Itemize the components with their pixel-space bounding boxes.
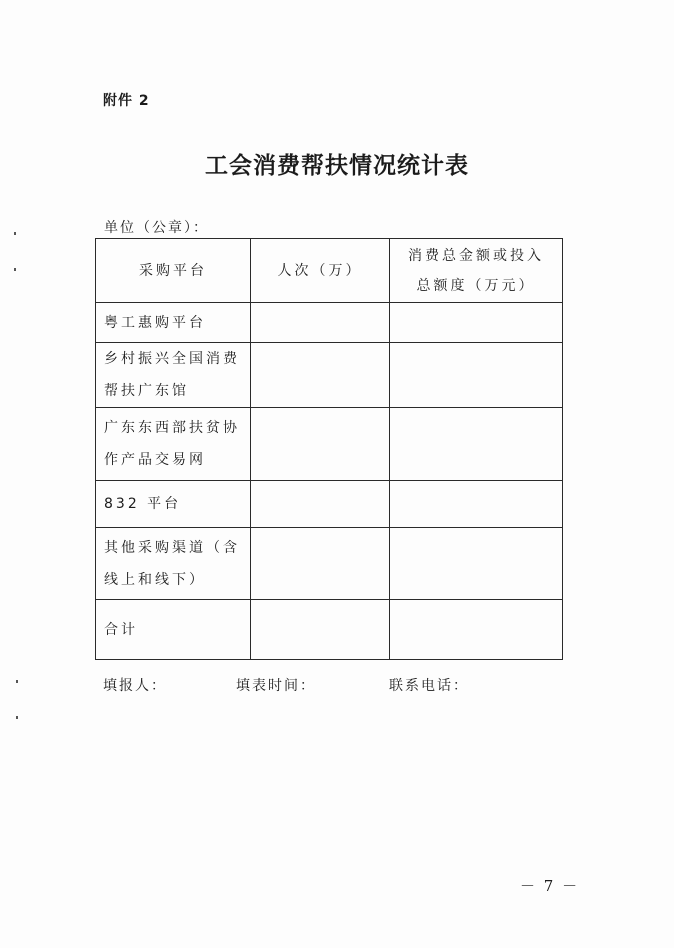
scan-speck xyxy=(14,232,16,235)
statistics-table xyxy=(95,238,563,660)
row-amount xyxy=(390,481,563,528)
page-number: － 7 － xyxy=(520,877,580,895)
row-visits xyxy=(251,528,390,600)
row-platform: 832 平台 xyxy=(96,481,251,528)
table-row xyxy=(96,303,563,343)
header-visits: 人次（万） xyxy=(251,239,390,303)
row-platform: 粤工惠购平台 xyxy=(96,303,251,343)
row-amount xyxy=(390,600,563,660)
table-row xyxy=(96,408,563,481)
footer-phone: 联系电话： xyxy=(389,678,469,694)
row-amount xyxy=(390,343,563,408)
row-platform: 其他采购渠道（含线上和线下） xyxy=(96,528,251,600)
row-platform: 广东东西部扶贫协作产品交易网 xyxy=(96,408,251,481)
table-row xyxy=(96,481,563,528)
table-row xyxy=(96,600,563,660)
scan-speck xyxy=(16,716,18,719)
table-header-row xyxy=(96,239,563,303)
row-amount xyxy=(390,528,563,600)
row-amount xyxy=(390,303,563,343)
row-visits xyxy=(251,303,390,343)
header-platform: 采购平台 xyxy=(96,239,251,303)
row-visits xyxy=(251,408,390,481)
header-amount: 消费总金额或投入总额度（万元） xyxy=(390,239,563,303)
row-visits xyxy=(251,481,390,528)
table-row xyxy=(96,528,563,600)
attachment-label: 附件 2 xyxy=(103,93,150,109)
page-title: 工会消费帮扶情况统计表 xyxy=(205,152,469,179)
table-row xyxy=(96,343,563,408)
scan-speck xyxy=(14,268,16,271)
row-platform: 乡村振兴全国消费帮扶广东馆 xyxy=(96,343,251,408)
scan-speck xyxy=(16,680,18,683)
row-visits xyxy=(251,600,390,660)
unit-label: 单位（公章）： xyxy=(104,220,209,236)
row-platform: 合计 xyxy=(96,600,251,660)
footer-filler: 填报人： xyxy=(103,678,167,694)
row-visits xyxy=(251,343,390,408)
footer-fill-time: 填表时间： xyxy=(236,678,316,694)
row-amount xyxy=(390,408,563,481)
